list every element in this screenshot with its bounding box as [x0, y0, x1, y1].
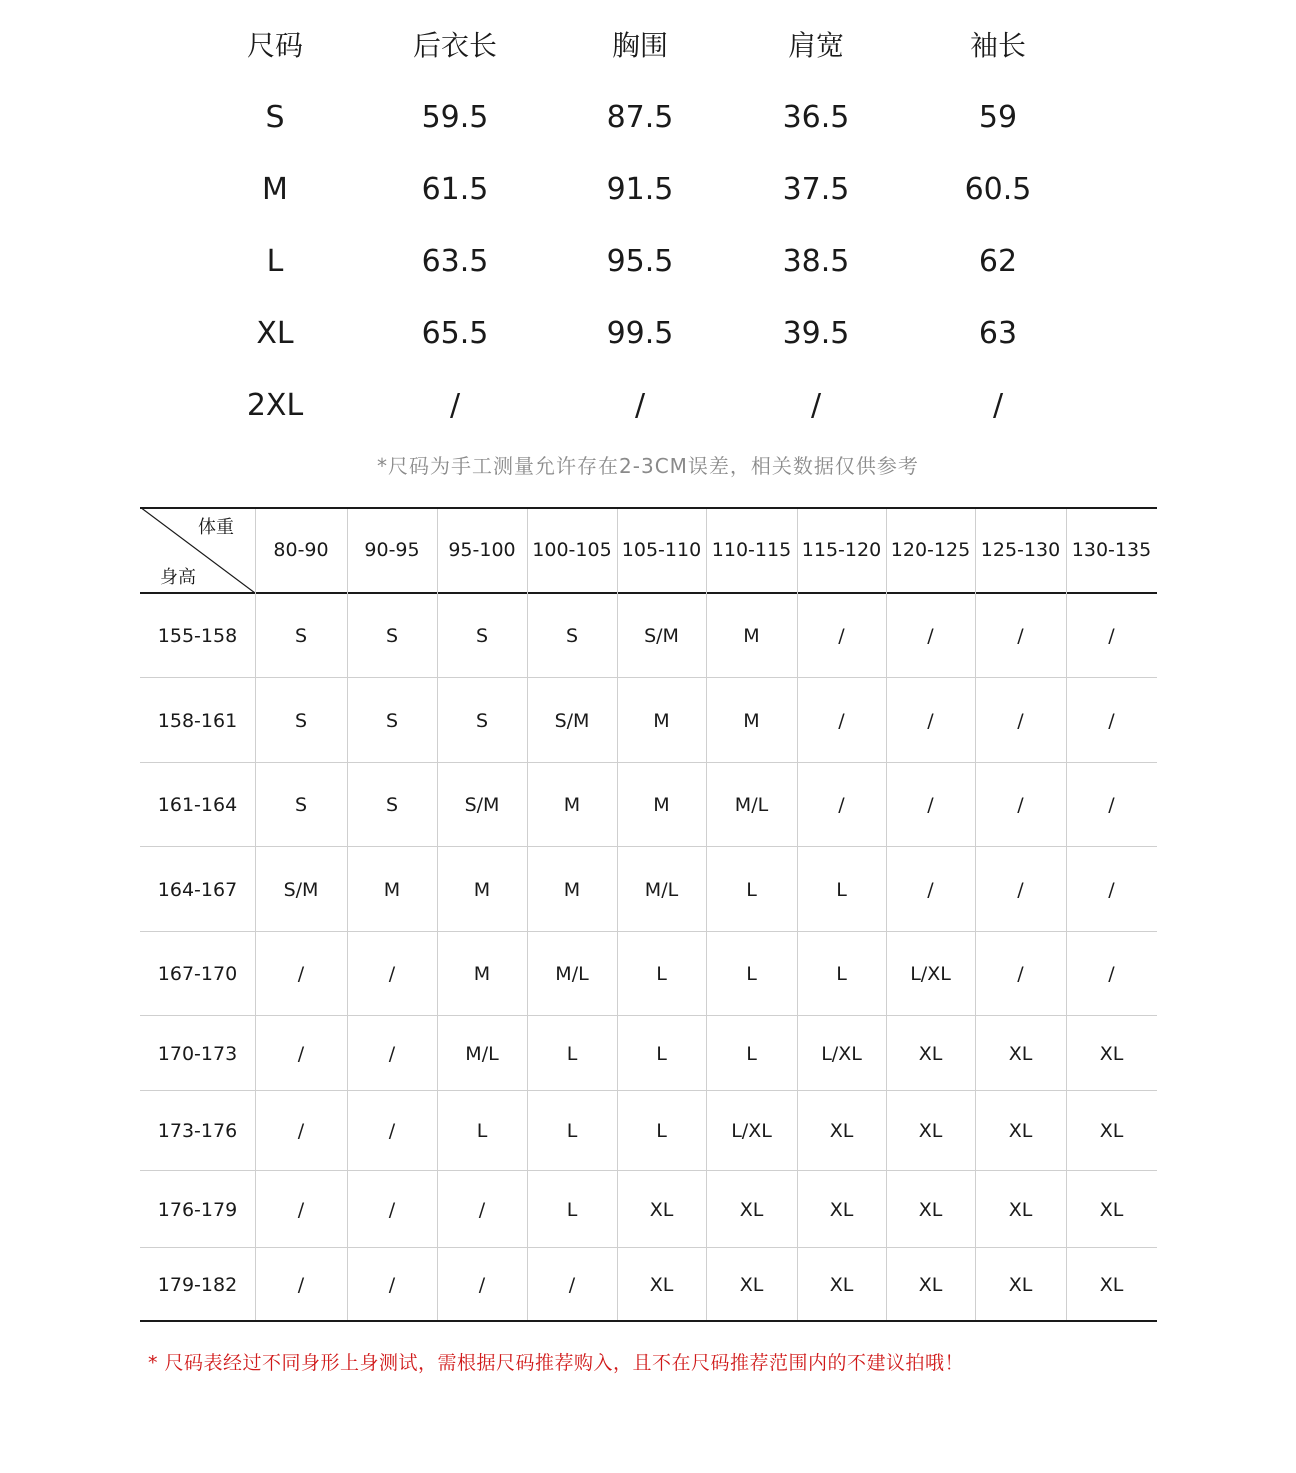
weight-column-header: 80-90 — [273, 539, 329, 561]
size-recommendation-cell: S — [294, 625, 308, 647]
size-recommendation-cell: S — [385, 625, 399, 647]
size-recommendation-table — [140, 507, 1157, 1323]
height-row-header: 179-182 — [157, 1274, 238, 1296]
size-recommendation-cell: M — [653, 709, 670, 732]
value-cell: 59.5 — [421, 100, 489, 135]
height-row-header: 164-167 — [157, 878, 238, 901]
size-recommendation-cell: / — [1108, 625, 1115, 647]
size-recommendation-cell: L — [656, 1042, 667, 1065]
weight-column-header: 125-130 — [980, 539, 1061, 561]
size-recommendation-cell: / — [1108, 878, 1115, 901]
size-recommendation-cell: L — [746, 963, 757, 985]
weight-column-header: 100-105 — [532, 539, 612, 561]
size-recommendation-cell: L — [746, 1042, 757, 1065]
corner-height-label: 身高 — [160, 567, 196, 588]
measurement-row — [0, 232, 1296, 292]
size-recommendation-cell: L — [836, 878, 847, 901]
size-recommendation-cell: S/M — [464, 794, 500, 816]
size-recommendation-cell: M — [563, 794, 581, 816]
size-cell: XL — [256, 316, 294, 351]
value-cell: / — [992, 388, 1004, 423]
size-recommendation-cell: S — [475, 709, 489, 732]
size-cell: S — [265, 100, 285, 135]
height-row-header: 170-173 — [157, 1042, 238, 1065]
weight-column-header: 120-125 — [890, 539, 971, 561]
size-recommendation-cell: XL — [918, 1120, 943, 1142]
size-recommendation-cell: L — [656, 963, 667, 985]
size-recommendation-cell: L/XL — [910, 963, 951, 985]
value-cell: / — [810, 388, 822, 423]
size-recommendation-cell: / — [388, 963, 396, 985]
size-recommendation-cell: XL — [1099, 1198, 1124, 1221]
row-divider — [140, 1015, 1157, 1016]
size-recommendation-cell: XL — [649, 1198, 674, 1221]
size-recommendation-cell: M/L — [644, 878, 679, 901]
size-recommendation-cell: / — [927, 878, 934, 901]
value-cell: 63.5 — [421, 244, 489, 279]
size-recommendation-cell: XL — [649, 1274, 674, 1296]
size-recommendation-cell: L/XL — [731, 1120, 772, 1142]
value-cell: / — [449, 388, 461, 423]
height-row-header: 155-158 — [157, 625, 238, 647]
size-recommendation-cell: S — [294, 709, 308, 732]
size-recommendation-cell: L — [566, 1042, 578, 1065]
size-recommendation-cell: XL — [1008, 1198, 1033, 1221]
size-recommendation-cell: / — [478, 1274, 486, 1296]
size-recommendation-cell: / — [1017, 963, 1024, 985]
size-recommendation-cell: / — [1108, 794, 1115, 816]
size-recommendation-cell: / — [297, 1042, 305, 1065]
height-row-header: 161-164 — [157, 794, 238, 816]
size-recommendation-cell: / — [838, 709, 845, 732]
measurement-row — [0, 160, 1296, 220]
size-recommendation-cell: M — [743, 625, 760, 647]
size-recommendation-cell: XL — [918, 1042, 943, 1065]
header-shoulder: 肩宽 — [787, 29, 844, 62]
size-recommendation-cell: S/M — [554, 709, 590, 732]
weight-column-header: 105-110 — [621, 539, 702, 561]
size-recommendation-cell: / — [1108, 963, 1115, 985]
size-recommendation-cell: S — [565, 625, 579, 647]
size-recommendation-cell: L — [566, 1198, 578, 1221]
header-size: 尺码 — [246, 29, 303, 62]
size-recommendation-cell: / — [297, 1120, 305, 1142]
value-cell: 95.5 — [606, 244, 674, 279]
value-cell: 39.5 — [782, 316, 850, 351]
size-recommendation-cell: / — [297, 1274, 305, 1296]
measurement-row — [0, 376, 1296, 436]
corner-weight-label: 体重 — [198, 517, 234, 538]
value-cell: 62 — [978, 244, 1018, 279]
measurement-note: *尺码为手工测量允许存在2-3CM误差，相关数据仅供参考 — [377, 454, 919, 478]
size-recommendation-cell: S — [385, 709, 399, 732]
size-recommendation-cell: M/L — [465, 1042, 499, 1065]
measurement-header-row — [0, 16, 1296, 76]
row-divider — [140, 677, 1157, 678]
size-recommendation-cell: XL — [918, 1198, 943, 1221]
value-cell: 61.5 — [421, 172, 489, 207]
size-cell: M — [262, 172, 288, 207]
size-recommendation-cell: XL — [1099, 1274, 1124, 1296]
row-divider — [140, 762, 1157, 763]
size-recommendation-cell: XL — [1099, 1120, 1124, 1142]
size-recommendation-cell: L — [656, 1120, 667, 1142]
size-recommendation-cell: M/L — [734, 794, 769, 816]
size-recommendation-cell: M — [473, 878, 491, 901]
value-cell: / — [634, 388, 646, 423]
size-recommendation-cell: S — [475, 625, 489, 647]
row-divider — [140, 931, 1157, 932]
size-recommendation-cell: M/L — [555, 963, 589, 985]
size-recommendation-cell: S — [294, 794, 308, 816]
weight-column-header: 110-115 — [711, 539, 792, 561]
size-recommendation-cell: S — [385, 794, 399, 816]
value-cell: 38.5 — [782, 244, 850, 279]
size-recommendation-cell: L — [566, 1120, 578, 1142]
height-row-header: 173-176 — [157, 1120, 238, 1142]
weight-column-header: 130-135 — [1071, 539, 1152, 561]
header-rule — [140, 592, 1157, 594]
value-cell: 59 — [978, 100, 1018, 135]
header-chest: 胸围 — [611, 29, 668, 62]
weight-column-header: 115-120 — [801, 539, 882, 561]
weight-column-header: 90-95 — [364, 539, 420, 561]
size-recommendation-cell: / — [297, 963, 305, 985]
size-recommendation-cell: / — [838, 794, 845, 816]
value-cell: 37.5 — [782, 172, 850, 207]
height-row-header: 176-179 — [157, 1198, 238, 1221]
row-divider — [140, 846, 1157, 847]
size-recommendation-cell: M — [653, 794, 670, 816]
size-recommendation-cell: / — [297, 1198, 305, 1221]
value-cell: 99.5 — [606, 316, 674, 351]
size-recommendation-cell: XL — [829, 1198, 854, 1221]
size-recommendation-cell: / — [838, 625, 845, 647]
value-cell: 36.5 — [782, 100, 850, 135]
height-row-header: 167-170 — [157, 963, 238, 985]
size-recommendation-cell: S/M — [644, 625, 679, 647]
measurement-row — [0, 88, 1296, 148]
size-recommendation-cell: / — [927, 794, 934, 816]
size-recommendation-cell: XL — [739, 1198, 764, 1221]
size-recommendation-cell: M — [563, 878, 581, 901]
value-cell: 65.5 — [421, 316, 489, 351]
size-recommendation-cell: / — [388, 1120, 396, 1142]
recommendation-note: * 尺码表经过不同身形上身测试，需根据尺码推荐购入，且不在尺码推荐范围内的不建议拍哦！ — [148, 1352, 965, 1374]
size-recommendation-cell: / — [1108, 709, 1115, 732]
row-divider — [140, 1090, 1157, 1091]
size-recommendation-cell: / — [388, 1042, 396, 1065]
size-recommendation-cell: / — [478, 1198, 486, 1221]
size-recommendation-cell: S/M — [283, 878, 319, 901]
size-cell: L — [266, 244, 284, 279]
size-recommendation-cell: M — [383, 878, 401, 901]
size-recommendation-cell: L/XL — [821, 1042, 862, 1065]
value-cell: 87.5 — [606, 100, 674, 135]
size-recommendation-cell: XL — [739, 1274, 764, 1296]
size-recommendation-cell: XL — [829, 1274, 854, 1296]
size-recommendation-cell: / — [1017, 709, 1024, 732]
value-cell: 60.5 — [964, 172, 1032, 207]
measurement-row — [0, 304, 1296, 364]
size-recommendation-cell: XL — [918, 1274, 943, 1296]
value-cell: 91.5 — [606, 172, 674, 207]
size-recommendation-cell: / — [927, 625, 934, 647]
row-divider — [140, 1247, 1157, 1248]
height-row-header: 158-161 — [157, 709, 238, 732]
size-recommendation-cell: / — [388, 1198, 396, 1221]
size-recommendation-cell: / — [388, 1274, 396, 1296]
size-recommendation-cell: / — [1017, 878, 1024, 901]
size-recommendation-cell: M — [743, 709, 760, 732]
size-recommendation-cell: M — [473, 963, 491, 985]
size-recommendation-cell: XL — [829, 1120, 854, 1142]
size-cell: 2XL — [246, 388, 304, 423]
header-back-length: 后衣长 — [412, 29, 497, 62]
header-sleeve: 袖长 — [969, 29, 1026, 62]
size-recommendation-cell: XL — [1008, 1120, 1033, 1142]
size-recommendation-cell: / — [927, 709, 934, 732]
row-divider — [140, 1170, 1157, 1171]
size-recommendation-cell: / — [1017, 625, 1024, 647]
size-recommendation-cell: XL — [1008, 1042, 1033, 1065]
size-recommendation-cell: L — [746, 878, 757, 901]
size-recommendation-cell: / — [568, 1274, 576, 1296]
weight-column-header: 95-100 — [448, 539, 516, 561]
size-recommendation-cell: L — [476, 1120, 488, 1142]
value-cell: 63 — [978, 316, 1018, 351]
size-recommendation-cell: XL — [1008, 1274, 1033, 1296]
size-recommendation-cell: L — [836, 963, 847, 985]
size-recommendation-cell: XL — [1099, 1042, 1124, 1065]
size-recommendation-cell: / — [1017, 794, 1024, 816]
